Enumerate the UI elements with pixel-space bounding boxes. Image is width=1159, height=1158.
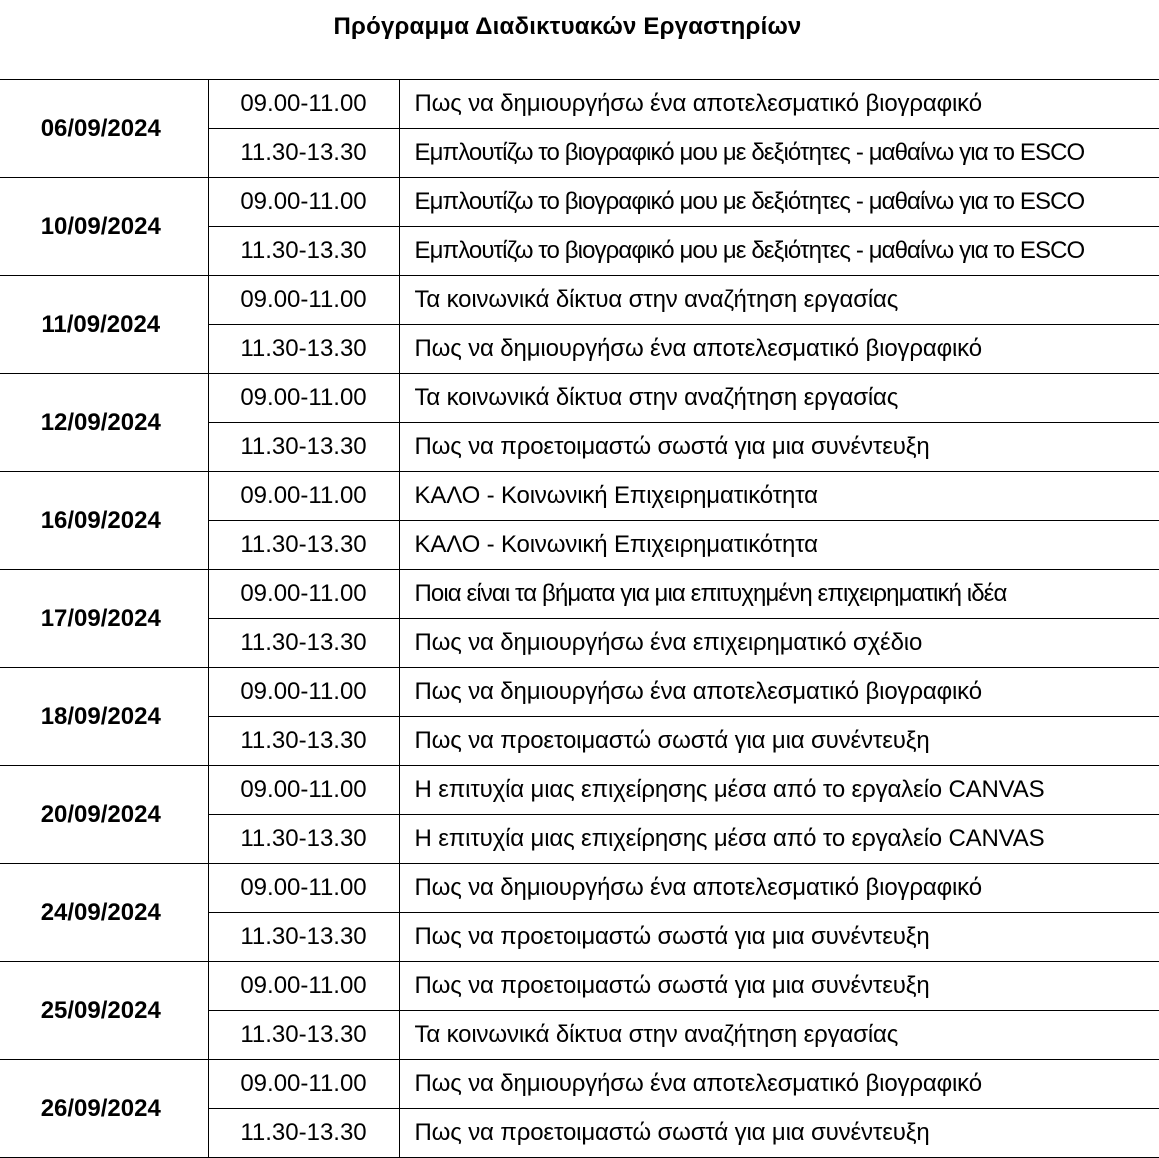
schedule-body bbox=[0, 80, 1159, 1158]
time-cell: 09.00-11.00 bbox=[208, 766, 399, 815]
topic-cell: Πως να προετοιμαστώ σωστά για μια συνέντευξη bbox=[399, 913, 1159, 962]
table-row bbox=[0, 178, 1159, 227]
topic-cell: Η επιτυχία μιας επιχείρησης μέσα από το εργαλείο CANVAS bbox=[399, 766, 1159, 815]
table-row bbox=[0, 766, 1159, 815]
topic-cell: Εμπλουτίζω το βιογραφικό μου με δεξιότητες - μαθαίνω για το ESCO bbox=[399, 129, 1159, 178]
time-cell: 09.00-11.00 bbox=[208, 80, 399, 129]
time-cell: 09.00-11.00 bbox=[208, 668, 399, 717]
time-cell: 11.30-13.30 bbox=[208, 913, 399, 962]
table-row bbox=[0, 570, 1159, 619]
topic-cell: Τα κοινωνικά δίκτυα στην αναζήτηση εργασίας bbox=[399, 276, 1159, 325]
date-cell: 25/09/2024 bbox=[0, 962, 208, 1060]
time-cell: 09.00-11.00 bbox=[208, 374, 399, 423]
topic-cell: Πως να δημιουργήσω ένα αποτελεσματικό βιογραφικό bbox=[399, 668, 1159, 717]
topic-cell: Πως να δημιουργήσω ένα αποτελεσματικό βιογραφικό bbox=[399, 325, 1159, 374]
time-cell: 11.30-13.30 bbox=[208, 1109, 399, 1158]
schedule-table bbox=[0, 79, 1159, 1158]
topic-cell: Πως να προετοιμαστώ σωστά για μια συνέντευξη bbox=[399, 717, 1159, 766]
table-row bbox=[0, 374, 1159, 423]
time-cell: 09.00-11.00 bbox=[208, 962, 399, 1011]
date-cell: 16/09/2024 bbox=[0, 472, 208, 570]
time-cell: 11.30-13.30 bbox=[208, 619, 399, 668]
topic-cell: Πως να δημιουργήσω ένα επιχειρηματικό σχέδιο bbox=[399, 619, 1159, 668]
topic-cell: Πως να δημιουργήσω ένα αποτελεσματικό βιογραφικό bbox=[399, 1060, 1159, 1109]
time-cell: 09.00-11.00 bbox=[208, 570, 399, 619]
time-cell: 09.00-11.00 bbox=[208, 864, 399, 913]
time-cell: 09.00-11.00 bbox=[208, 1060, 399, 1109]
table-row bbox=[0, 276, 1159, 325]
time-cell: 11.30-13.30 bbox=[208, 815, 399, 864]
topic-cell: Εμπλουτίζω το βιογραφικό μου με δεξιότητες - μαθαίνω για το ESCO bbox=[399, 178, 1159, 227]
time-cell: 09.00-11.00 bbox=[208, 178, 399, 227]
time-cell: 11.30-13.30 bbox=[208, 325, 399, 374]
date-cell: 26/09/2024 bbox=[0, 1060, 208, 1158]
topic-cell: Ποια είναι τα βήματα για μια επιτυχημένη επιχειρηματική ιδέα bbox=[399, 570, 1159, 619]
topic-cell: Πως να προετοιμαστώ σωστά για μια συνέντευξη bbox=[399, 962, 1159, 1011]
table-row bbox=[0, 472, 1159, 521]
date-cell: 20/09/2024 bbox=[0, 766, 208, 864]
date-cell: 18/09/2024 bbox=[0, 668, 208, 766]
topic-cell: Η επιτυχία μιας επιχείρησης μέσα από το εργαλείο CANVAS bbox=[399, 815, 1159, 864]
time-cell: 11.30-13.30 bbox=[208, 227, 399, 276]
topic-cell: Τα κοινωνικά δίκτυα στην αναζήτηση εργασίας bbox=[399, 1011, 1159, 1060]
time-cell: 11.30-13.30 bbox=[208, 129, 399, 178]
topic-cell: Πως να δημιουργήσω ένα αποτελεσματικό βιογραφικό bbox=[399, 864, 1159, 913]
date-cell: 06/09/2024 bbox=[0, 80, 208, 178]
time-cell: 11.30-13.30 bbox=[208, 1011, 399, 1060]
topic-cell: ΚΑΛΟ - Κοινωνική Επιχειρηματικότητα bbox=[399, 472, 1159, 521]
date-cell: 17/09/2024 bbox=[0, 570, 208, 668]
date-cell: 24/09/2024 bbox=[0, 864, 208, 962]
page-title: Πρόγραμμα Διαδικτυακών Εργαστηρίων bbox=[333, 13, 802, 40]
time-cell: 09.00-11.00 bbox=[208, 276, 399, 325]
time-cell: 09.00-11.00 bbox=[208, 472, 399, 521]
table-row bbox=[0, 668, 1159, 717]
date-cell: 12/09/2024 bbox=[0, 374, 208, 472]
topic-cell: Πως να προετοιμαστώ σωστά για μια συνέντευξη bbox=[399, 1109, 1159, 1158]
topic-cell: Τα κοινωνικά δίκτυα στην αναζήτηση εργασίας bbox=[399, 374, 1159, 423]
table-row bbox=[0, 962, 1159, 1011]
time-cell: 11.30-13.30 bbox=[208, 717, 399, 766]
table-row bbox=[0, 1060, 1159, 1109]
date-cell: 11/09/2024 bbox=[0, 276, 208, 374]
table-row bbox=[0, 80, 1159, 129]
topic-cell: Εμπλουτίζω το βιογραφικό μου με δεξιότητες - μαθαίνω για το ESCO bbox=[399, 227, 1159, 276]
topic-cell: Πως να προετοιμαστώ σωστά για μια συνέντευξη bbox=[399, 423, 1159, 472]
table-row bbox=[0, 864, 1159, 913]
time-cell: 11.30-13.30 bbox=[208, 521, 399, 570]
topic-cell: Πως να δημιουργήσω ένα αποτελεσματικό βιογραφικό bbox=[399, 80, 1159, 129]
date-cell: 10/09/2024 bbox=[0, 178, 208, 276]
time-cell: 11.30-13.30 bbox=[208, 423, 399, 472]
topic-cell: ΚΑΛΟ - Κοινωνική Επιχειρηματικότητα bbox=[399, 521, 1159, 570]
